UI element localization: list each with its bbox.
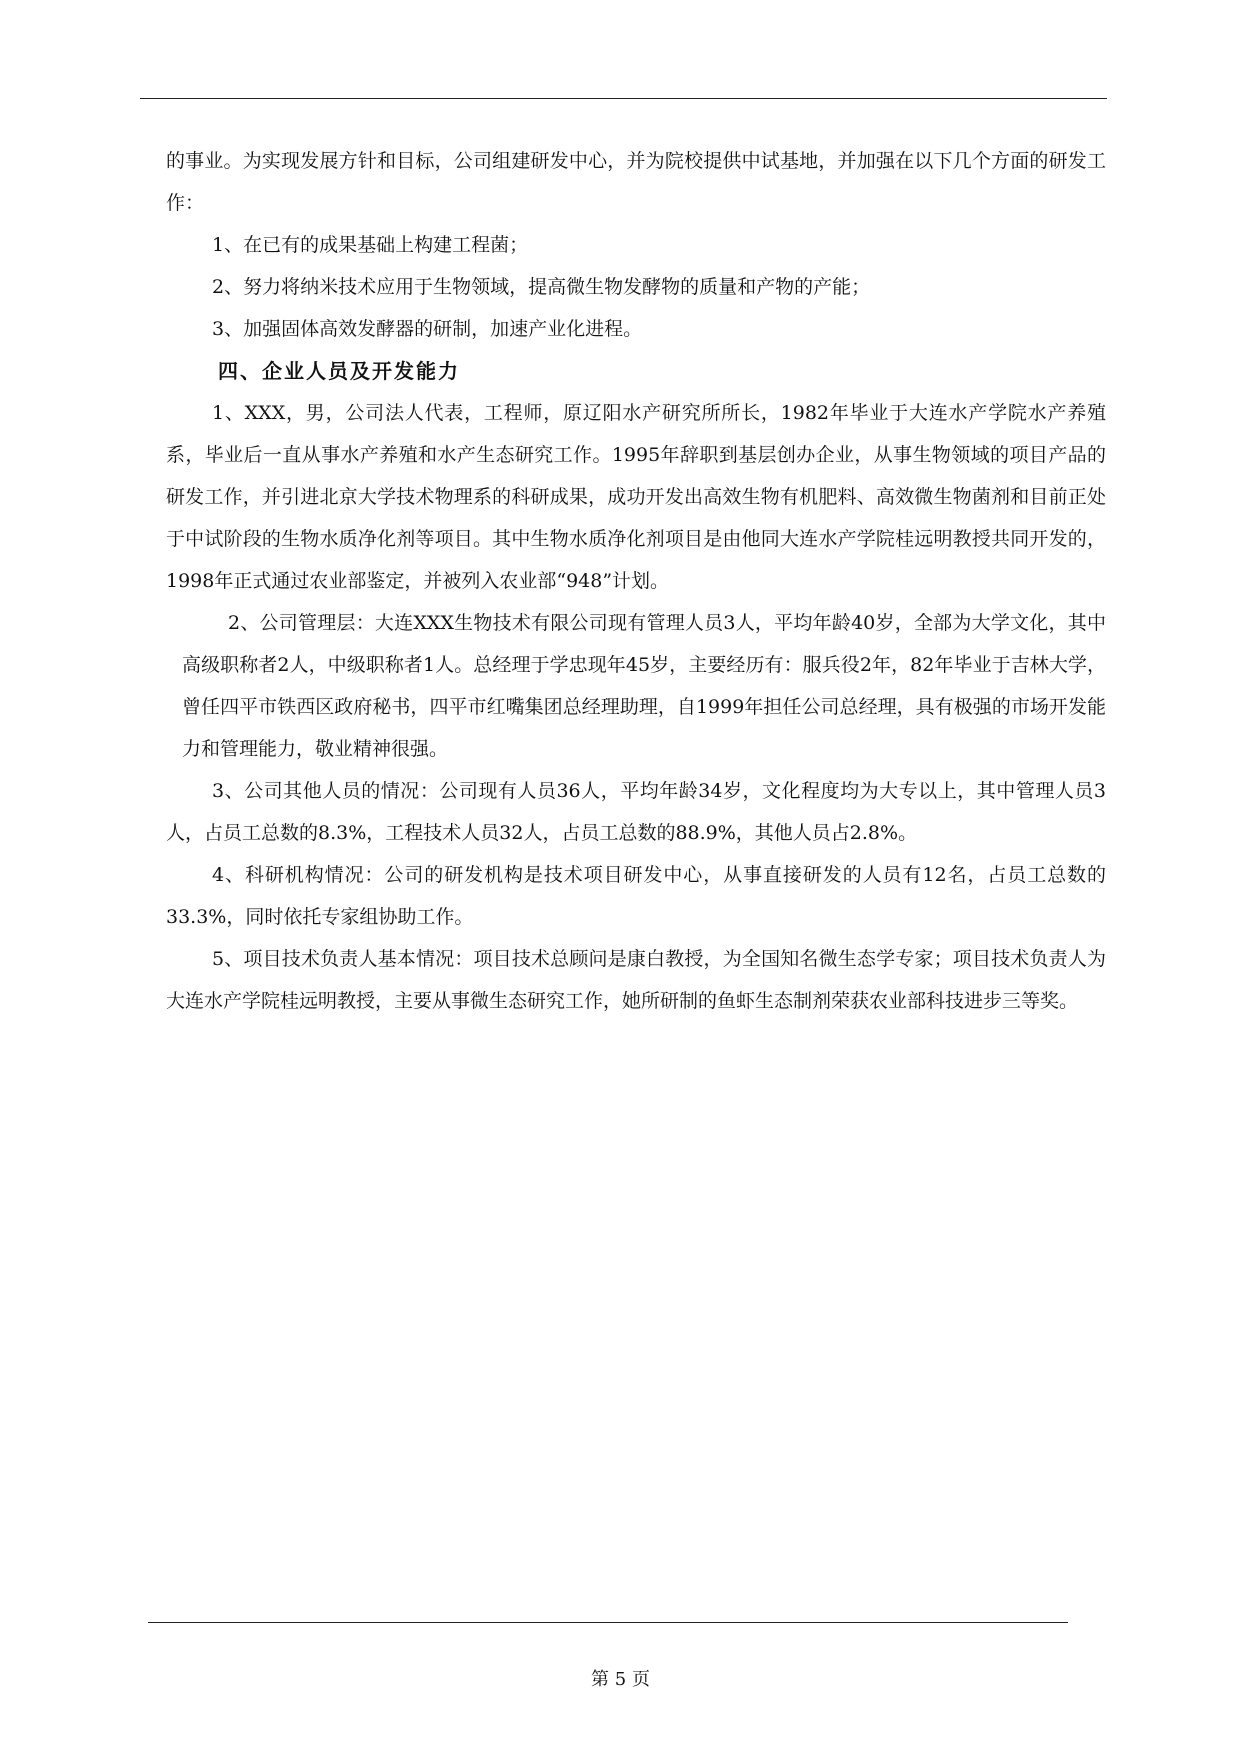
page-body — [166, 140, 1106, 1022]
paragraph-tech-lead: 5、项目技术负责人基本情况：项目技术总顾问是康白教授，为全国知名微生态学专家；项目技术负责人为大连水产学院桂远明教授，主要从事微生态研究工作，她所研制的鱼虾生态制剂荣获农业部科技进步三等奖。 — [166, 948, 1106, 1012]
paragraph-management: 2、公司管理层：大连XXX生物技术有限公司现有管理人员3人，平均年龄40岁，全部为大学文化，其中高级职称者2人，中级职称者1人。总经理于学忠现年45岁，主要经历有：服兵役2年，82年毕业于吉林大学，曾任四平市铁西区政府秘书，四平市红嘴集团总经理助理，自1999年担任公司总经理，具有极强的市场开发能力和管理能力，敬业精神很强。 — [182, 612, 1106, 760]
header-rule — [140, 98, 1107, 99]
page-number: 第 5 页 — [591, 1669, 650, 1690]
footer-rule — [148, 1622, 1068, 1623]
section-heading: 四、企业人员及开发能力 — [218, 359, 460, 383]
paragraph-research-org: 4、科研机构情况：公司的研发机构是技术项目研发中心，从事直接研发的人员有12名，占员工总数的33.3%，同时依托专家组协助工作。 — [166, 864, 1106, 928]
list-item-1: 1、在已有的成果基础上构建工程菌； — [212, 234, 529, 256]
paragraph-other-staff: 3、公司其他人员的情况：公司现有人员36人，平均年龄34岁，文化程度均为大专以上，其中管理人员3人，占员工总数的8.3%，工程技术人员32人，占员工总数的88.9%，其他人员占2.8%。 — [166, 780, 1106, 844]
list-item-3: 3、加强固体高效发酵器的研制，加速产业化进程。 — [212, 318, 643, 340]
paragraph-intro: 的事业。为实现发展方针和目标，公司组建研发中心，并为院校提供中试基地，并加强在以下几个方面的研发工作： — [166, 150, 1106, 214]
paragraph-legal-rep: 1、XXX，男，公司法人代表，工程师，原辽阳水产研究所所长，1982年毕业于大连水产学院水产养殖系，毕业后一直从事水产养殖和水产生态研究工作。1995年辞职到基层创办企业，从事生物领域的项目产品的研发工作，并引进北京大学技术物理系的科研成果，成功开发出高效生物有机肥料、高效微生物菌剂和目前正处于中试阶段的生物水质净化剂等项目。其中生物水质净化剂项目是由他同大连水产学院桂远明教授共同开发的，1998年正式通过农业部鉴定，并被列入农业部“948”计划。 — [166, 402, 1106, 592]
list-item-2: 2、努力将纳米技术应用于生物领域，提高微生物发酵物的质量和产物的产能； — [212, 276, 871, 298]
